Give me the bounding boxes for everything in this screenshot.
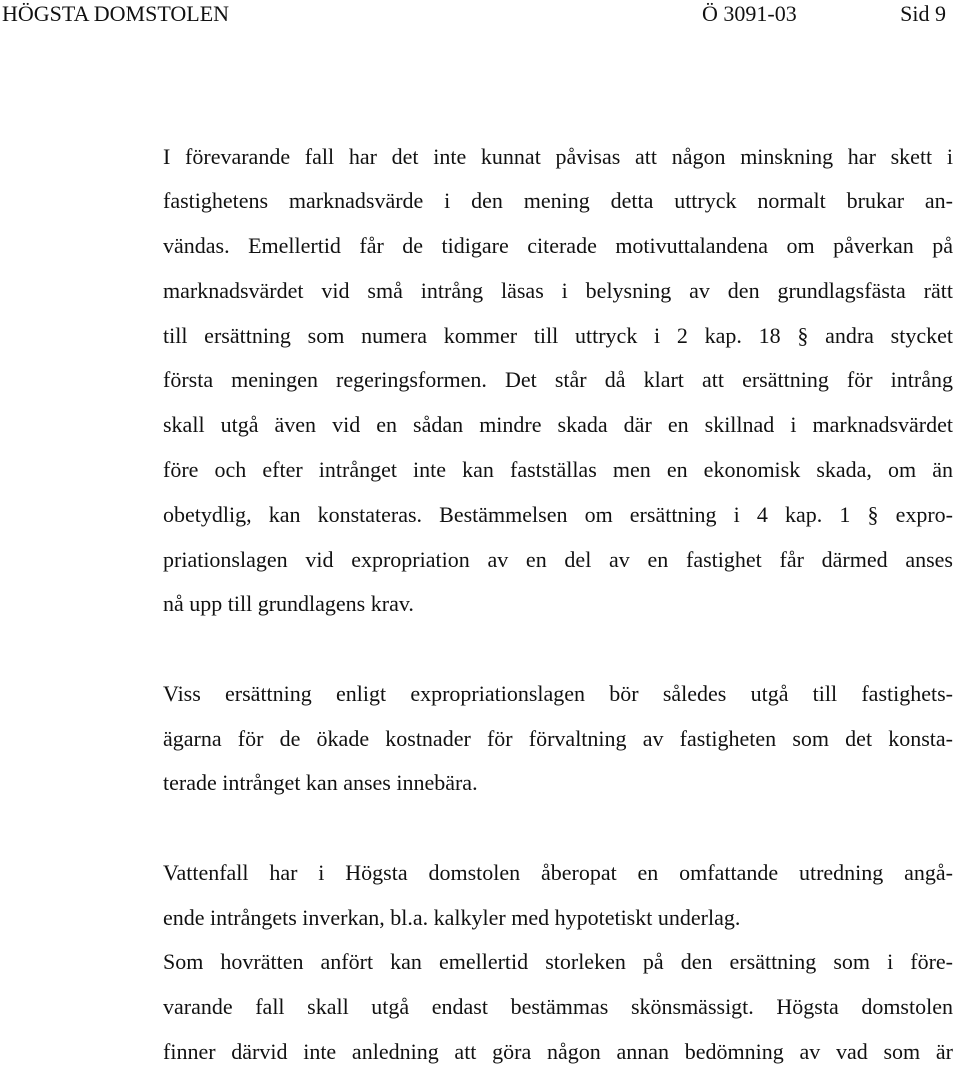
page-header [0, 0, 960, 30]
text-line: terade intrånget kan anses innebära. [163, 770, 478, 795]
page-number: Sid 9 [900, 1, 946, 26]
text-line: före och efter intrånget inte kan fastställas men en ekonomisk skada, om än [163, 457, 953, 482]
text-line: Vattenfall har i Högsta domstolen åberopat en omfattande utredning angå- [163, 860, 953, 885]
text-line: Viss ersättning enligt expropriationslagen bör således utgå till fastighets- [163, 681, 953, 706]
text-line: marknadsvärdet vid små intrång läsas i belysning av den grundlagsfästa rätt [163, 278, 953, 303]
text-line: I förevarande fall har det inte kunnat påvisas att någon minskning har skett i [163, 144, 953, 169]
text-line: obetydlig, kan konstateras. Bestämmelsen om ersättning i 4 kap. 1 § expro- [163, 502, 953, 527]
text-line: ägarna för de ökade kostnader för förvaltning av fastigheten som det konsta- [163, 726, 953, 751]
text-line: ende intrångets inverkan, bl.a. kalkyler med hypotetiskt underlag. [163, 905, 741, 930]
text-line: Som hovrätten anfört kan emellertid storleken på den ersättning som i före- [163, 949, 953, 974]
text-line: vändas. Emellertid får de tidigare citerade motivuttalandena om påverkan på [163, 233, 953, 258]
text-line: fastighetens marknadsvärde i den mening detta uttryck normalt brukar an- [163, 188, 953, 213]
text-line: nå upp till grundlagens krav. [163, 591, 414, 616]
text-line: till ersättning som numera kommer till uttryck i 2 kap. 18 § andra stycket [163, 323, 953, 348]
text-line: priationslagen vid expropriation av en del av en fastighet får därmed anses [163, 547, 953, 572]
text-line: första meningen regeringsformen. Det står då klart att ersättning för intrång [163, 367, 953, 392]
text-line: skall utgå även vid en sådan mindre skada där en skillnad i marknadsvärdet [163, 412, 953, 437]
case-number: Ö 3091-03 [702, 1, 797, 26]
text-line: varande fall skall utgå endast bestämmas skönsmässigt. Högsta domstolen [163, 994, 953, 1019]
court-name: HÖGSTA DOMSTOLEN [2, 1, 230, 26]
text-line: finner därvid inte anledning att göra någon annan bedömning av vad som är [163, 1039, 953, 1064]
